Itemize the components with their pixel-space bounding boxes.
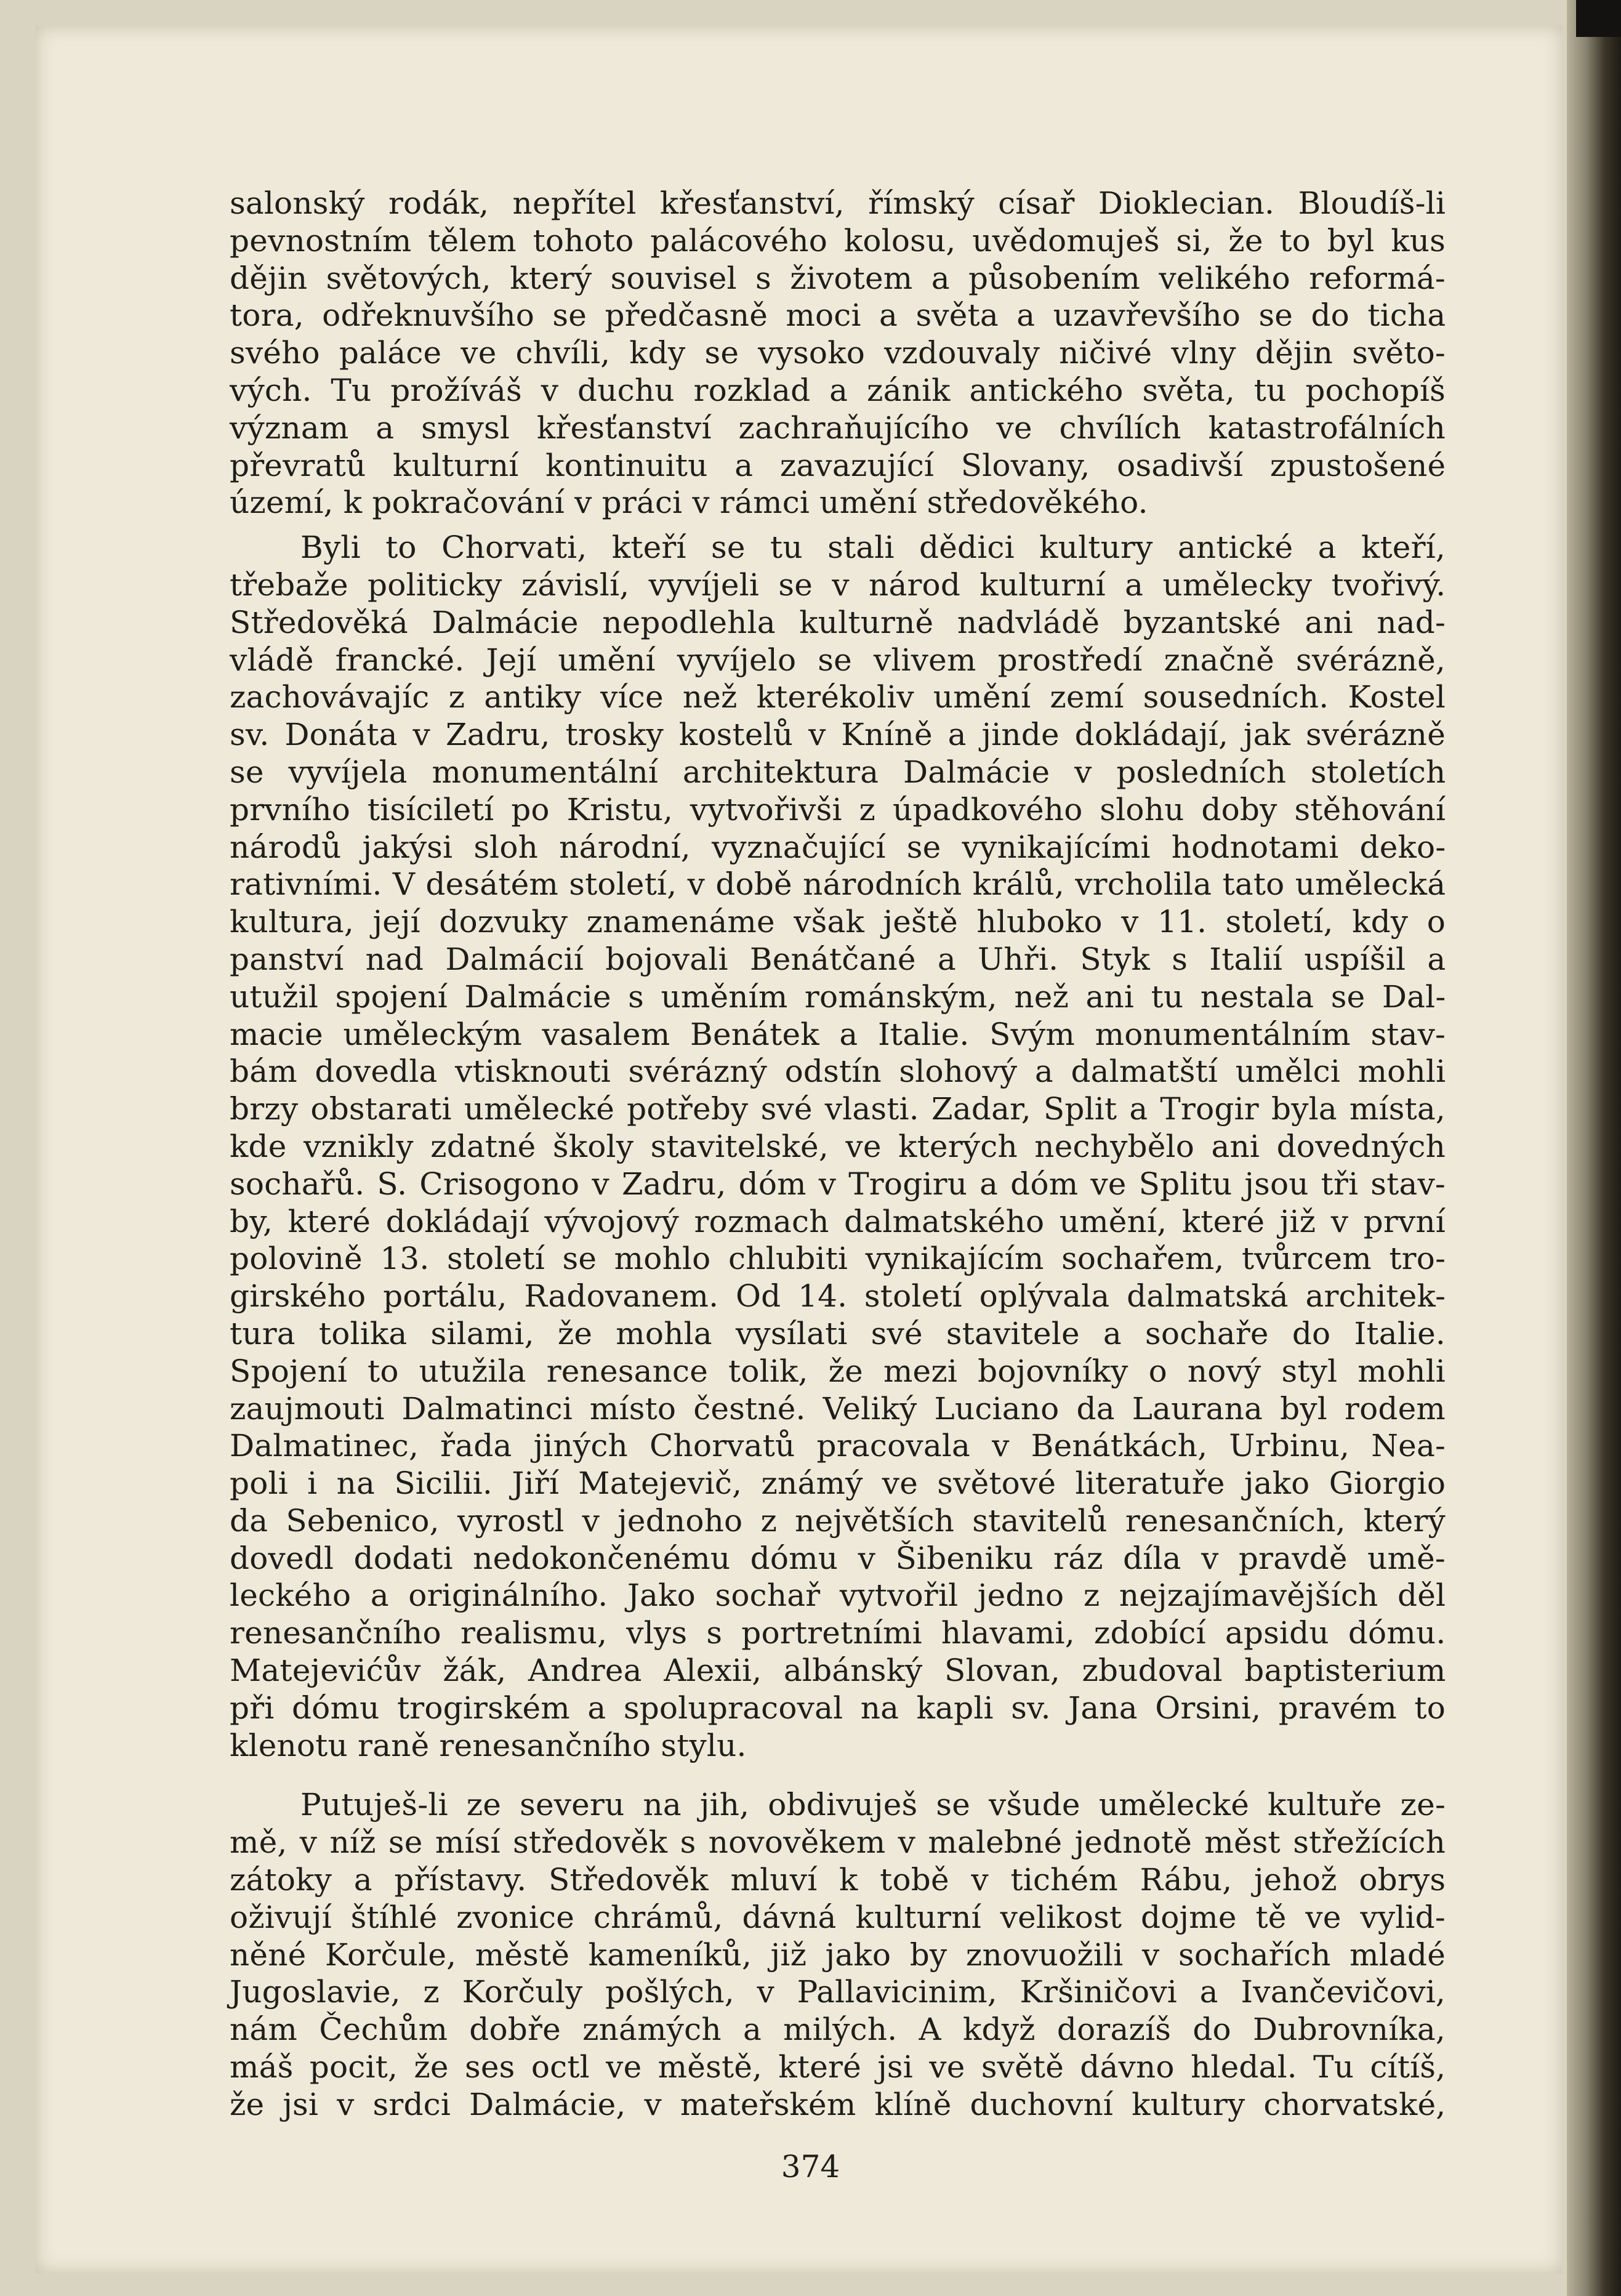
text-line: Jugoslavie, z Korčuly pošlých, v Pallavicinim, Kršiničovi a Ivančevičovi, bbox=[230, 1974, 1446, 2010]
text-line: girského portálu, Radovanem. Od 14. století oplývala dalmatská architek- bbox=[230, 1278, 1446, 1315]
text-line: se vyvíjela monumentální architektura Dalmácie v posledních stoletích bbox=[230, 754, 1446, 790]
text-line: rativními. V desátém století, v době národních králů, vrcholila tato umělecká bbox=[230, 866, 1446, 903]
text-line: macie uměleckým vasalem Benátek a Italie. Svým monumentálním stav- bbox=[230, 1016, 1446, 1052]
paragraph-2 bbox=[230, 529, 1446, 1764]
book-binding-edge bbox=[1567, 0, 1621, 2296]
text-line: polovině 13. století se mohlo chlubiti vynikajícím sochařem, tvůrcem tro- bbox=[230, 1241, 1446, 1277]
paragraph-3 bbox=[230, 1786, 1446, 2123]
text-line: pevnostním tělem tohoto palácového kolosu, uvědomuješ si, že to byl kus bbox=[230, 222, 1446, 259]
text-line: nám Čechům dobře známých a milých. A když dorazíš do Dubrovníka, bbox=[230, 2012, 1446, 2048]
text-line: Spojení to utužila renesance tolik, že mezi bojovníky o nový styl mohli bbox=[230, 1353, 1446, 1389]
paragraph-1 bbox=[230, 185, 1446, 522]
text-line: Byli to Chorvati, kteří se tu stali dědici kultury antické a kteří, bbox=[300, 530, 1446, 566]
text-line: prvního tisíciletí po Kristu, vytvořivši z úpadkového slohu doby stěhování bbox=[230, 791, 1446, 828]
text-line: sv. Donáta v Zadru, trosky kostelů v Kníně a jinde dokládají, jak svérázně bbox=[230, 717, 1446, 753]
text-line: zátoky a přístavy. Středověk mluví k tobě v tichém Rábu, jehož obrys bbox=[230, 1862, 1446, 1898]
text-line: převratů kulturní kontinuitu a zavazující Slovany, osadivší zpustošené bbox=[230, 447, 1446, 483]
text-line: Putuješ-li ze severu na jih, obdivuješ se všude umělecké kultuře ze- bbox=[300, 1787, 1446, 1823]
text-line: Středověká Dalmácie nepodlehla kulturně nadvládě byzantské ani nad- bbox=[230, 604, 1446, 640]
text-line: klenotu raně renesančního stylu. bbox=[230, 1727, 747, 1763]
text-line: zaujmouti Dalmatinci místo čestné. Veliký Luciano da Laurana byl rodem bbox=[230, 1390, 1446, 1427]
text-line: salonský rodák, nepřítel křesťanství, římský císař Dioklecian. Bloudíš-li bbox=[230, 185, 1446, 221]
text-line: panství nad Dalmácií bojovali Benátčané a Uhři. Styk s Italií uspíšil a bbox=[230, 941, 1446, 977]
text-line: by, které dokládají vývojový rozmach dalmatského umění, které již v první bbox=[230, 1203, 1446, 1239]
text-line: vládě francké. Její umění vyvíjelo se vlivem prostředí značně svérázně, bbox=[230, 642, 1446, 678]
text-line: tura tolika silami, že mohla vysílati své stavitele a sochaře do Italie. bbox=[230, 1315, 1446, 1351]
text-line: národů jakýsi sloh národní, vyznačující se vynikajícími hodnotami deko- bbox=[230, 829, 1446, 865]
text-line: oživují štíhlé zvonice chrámů, dávná kulturní velikost dojme tě ve vylid- bbox=[230, 1899, 1446, 1935]
text-line: vých. Tu prožíváš v duchu rozklad a zánik antického světa, tu pochopíš bbox=[230, 372, 1446, 408]
text-line: třebaže politicky závislí, vyvíjeli se v národ kulturní a umělecky tvořivý. bbox=[230, 566, 1446, 603]
text-line: máš pocit, že ses octl ve městě, které jsi ve světě dávno hledal. Tu cítíš, bbox=[230, 2049, 1446, 2085]
text-line: utužil spojení Dalmácie s uměním románským, než ani tu nestala se Dal- bbox=[230, 978, 1446, 1015]
body-text bbox=[230, 185, 1446, 2124]
text-line: Dalmatinec, řada jiných Chorvatů pracovala v Benátkách, Urbinu, Nea- bbox=[230, 1428, 1446, 1464]
text-line: bám dovedla vtisknouti svérázný odstín slohový a dalmatští umělci mohli bbox=[230, 1053, 1446, 1090]
text-line: zachovávajíc z antiky více než kterékoliv umění zemí sousedních. Kostel bbox=[230, 679, 1446, 715]
text-line: že jsi v srdci Dalmácie, v mateřském klíně duchovní kultury chorvatské, bbox=[230, 2086, 1446, 2122]
text-line: renesančního realismu, vlys s portretními hlavami, zdobící apsidu dómu. bbox=[230, 1615, 1446, 1651]
text-line: kultura, její dozvuky znamenáme však ještě hluboko v 11. století, kdy o bbox=[230, 904, 1446, 940]
text-line: leckého a originálního. Jako sochař vytvořil jedno z nejzajímavějších děl bbox=[230, 1577, 1446, 1614]
text-line: území, k pokračování v práci v rámci umění středověkého. bbox=[230, 485, 1148, 521]
text-line: sochařů. S. Crisogono v Zadru, dóm v Trogiru a dóm ve Splitu jsou tři stav- bbox=[230, 1166, 1446, 1202]
text-line: kde vznikly zdatné školy stavitelské, ve kterých nechybělo ani dovedných bbox=[230, 1128, 1446, 1164]
text-line: poli i na Sicilii. Jiří Matejevič, známý ve světové literatuře jako Giorgio bbox=[230, 1465, 1446, 1502]
binding-shadow bbox=[1576, 0, 1621, 37]
text-line: význam a smysl křesťanství zachraňujícího ve chvílích katastrofálních bbox=[230, 409, 1446, 446]
text-line: da Sebenico, vyrostl v jednoho z největších stavitelů renesančních, který bbox=[230, 1502, 1446, 1539]
text-line: něné Korčule, městě kameníků, již jako by znovuožili v sochařích mladé bbox=[230, 1936, 1446, 1973]
page-number: 374 bbox=[781, 2149, 840, 2185]
text-line: při dómu trogirském a spolupracoval na kapli sv. Jana Orsini, pravém to bbox=[230, 1690, 1446, 1726]
text-line: tora, odřeknuvšího se předčasně moci a světa a uzavřevšího se do ticha bbox=[230, 297, 1446, 334]
text-line: svého paláce ve chvíli, kdy se vysoko vzdouvaly ničivé vlny dějin světo- bbox=[230, 335, 1446, 371]
text-line: mě, v níž se mísí středověk s novověkem v malebné jednotě měst střežících bbox=[230, 1824, 1446, 1861]
text-line: dějin světových, který souvisel s životem a působením velikého reformá- bbox=[230, 260, 1446, 296]
text-line: brzy obstarati umělecké potřeby své vlasti. Zadar, Split a Trogir byla místa, bbox=[230, 1091, 1446, 1127]
text-line: Matejevićův žák, Andrea Alexii, albánský Slovan, zbudoval baptisterium bbox=[230, 1653, 1446, 1689]
text-line: dovedl dodati nedokončenému dómu v Šibeniku ráz díla v pravdě umě- bbox=[230, 1540, 1446, 1576]
